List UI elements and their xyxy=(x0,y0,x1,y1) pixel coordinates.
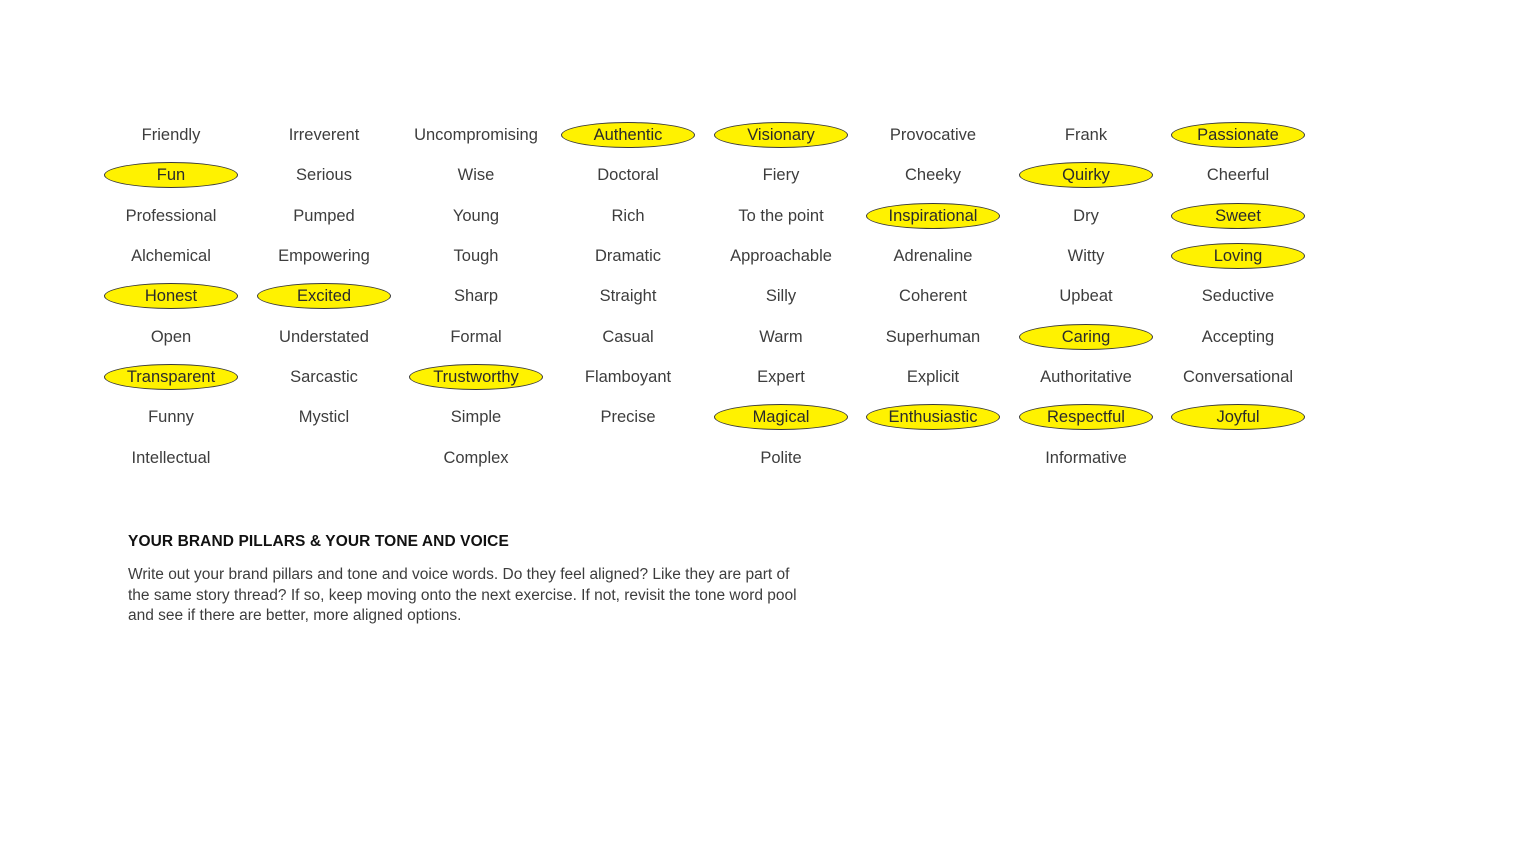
tone-word: Seductive xyxy=(1201,286,1275,305)
tone-word-selected: Authentic xyxy=(561,122,695,148)
tone-word-selected: Caring xyxy=(1019,324,1153,350)
tone-word: Dry xyxy=(1073,206,1099,225)
tone-word-selected: Honest xyxy=(104,283,238,309)
tone-word: Approachable xyxy=(730,246,832,265)
tone-word: Dramatic xyxy=(594,246,661,265)
tone-word: Intellectual xyxy=(131,448,211,467)
tone-word: Precise xyxy=(600,407,656,426)
tone-word: Wise xyxy=(457,165,495,184)
tone-word-selected: Joyful xyxy=(1171,404,1305,430)
tone-word: Doctoral xyxy=(597,165,659,184)
tone-word: Warm xyxy=(759,327,803,346)
section-body-text: Write out your brand pillars and tone and voice words. Do they feel aligned? Like they are part of the same story thread? If so, keep moving onto the next exercise. If not, revisit the tone word pool and see if there are better, more aligned options. xyxy=(128,566,797,624)
tone-word-selected: Excited xyxy=(257,283,391,309)
tone-word: Informative xyxy=(1045,448,1127,467)
tone-word: Silly xyxy=(765,286,797,305)
tone-word: Cheerful xyxy=(1206,165,1270,184)
tone-word-selected: Fun xyxy=(104,162,238,188)
tone-word: Authoritative xyxy=(1040,367,1132,386)
tone-word: Formal xyxy=(450,327,502,346)
tone-word: Uncompromising xyxy=(414,125,538,144)
tone-word: To the point xyxy=(738,206,824,225)
tone-word-selected: Magical xyxy=(714,404,848,430)
tone-word: Young xyxy=(452,206,500,225)
tone-word: Funny xyxy=(148,407,194,426)
tone-word: Simple xyxy=(450,407,502,426)
tone-word: Witty xyxy=(1067,246,1105,265)
tone-word: Alchemical xyxy=(131,246,211,265)
tone-word: Friendly xyxy=(141,125,201,144)
tone-word: Sharp xyxy=(453,286,499,305)
tone-word: Empowering xyxy=(278,246,370,265)
tone-word: Explicit xyxy=(906,367,960,386)
tone-word: Accepting xyxy=(1201,327,1275,346)
tone-word: Professional xyxy=(125,206,217,225)
tone-word: Understated xyxy=(279,327,369,346)
tone-word: Casual xyxy=(602,327,654,346)
tone-word-selected: Loving xyxy=(1171,243,1305,269)
tone-word-selected: Quirky xyxy=(1019,162,1153,188)
tone-word: Expert xyxy=(757,367,805,386)
tone-word-selected: Enthusiastic xyxy=(866,404,1000,430)
tone-word: Serious xyxy=(296,165,352,184)
tone-word: Complex xyxy=(443,448,509,467)
tone-word: Coherent xyxy=(899,286,967,305)
tone-word: Adrenaline xyxy=(893,246,973,265)
tone-word: Superhuman xyxy=(885,327,981,346)
tone-word: Irreverent xyxy=(288,125,360,144)
section-heading: YOUR BRAND PILLARS & YOUR TONE AND VOICE xyxy=(128,533,509,550)
tone-word: Upbeat xyxy=(1059,286,1113,305)
tone-word: Fiery xyxy=(762,165,800,184)
tone-word-selected: Trustworthy xyxy=(409,364,543,390)
tone-word: Polite xyxy=(760,448,802,467)
tone-word: Pumped xyxy=(293,206,355,225)
tone-word: Flamboyant xyxy=(584,367,672,386)
tone-word: Rich xyxy=(611,206,645,225)
tone-word: Conversational xyxy=(1182,367,1294,386)
tone-word: Straight xyxy=(599,286,657,305)
tone-word-selected: Respectful xyxy=(1019,404,1153,430)
tone-word: Mysticl xyxy=(298,407,350,426)
tone-word-selected: Visionary xyxy=(714,122,848,148)
tone-word: Sarcastic xyxy=(290,367,358,386)
tone-word: Provocative xyxy=(889,125,977,144)
tone-word-selected: Sweet xyxy=(1171,203,1305,229)
tone-word: Open xyxy=(150,327,192,346)
tone-word-selected: Transparent xyxy=(104,364,238,390)
tone-word: Frank xyxy=(1064,125,1108,144)
tone-word: Tough xyxy=(453,246,499,265)
tone-word: Cheeky xyxy=(905,165,961,184)
tone-word-selected: Inspirational xyxy=(866,203,1000,229)
tone-word-selected: Passionate xyxy=(1171,122,1305,148)
